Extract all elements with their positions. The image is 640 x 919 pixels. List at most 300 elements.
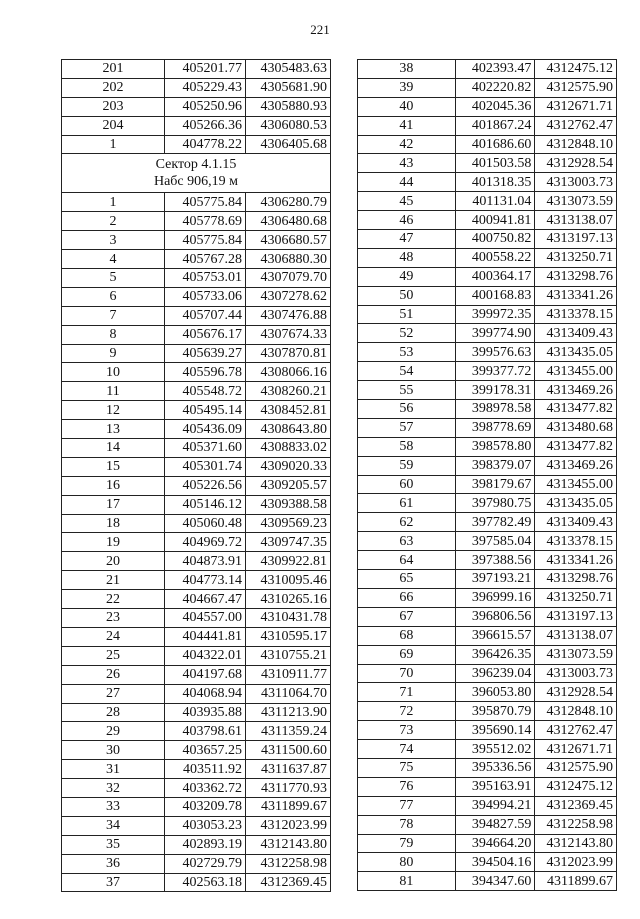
- point-number-cell: 19: [62, 533, 165, 552]
- table-row: [62, 325, 331, 344]
- x-coordinate-cell: 404773.14: [165, 571, 246, 590]
- x-coordinate-cell: 405707.44: [165, 306, 246, 325]
- y-coordinate-cell: 4312928.54: [535, 154, 617, 173]
- table-row: [62, 835, 331, 854]
- table-row: [62, 571, 331, 590]
- y-coordinate-cell: 4311500.60: [246, 741, 331, 760]
- point-number-cell: 50: [358, 286, 456, 305]
- y-coordinate-cell: 4313477.82: [535, 437, 617, 456]
- x-coordinate-cell: 396615.57: [455, 626, 535, 645]
- point-number-cell: 81: [358, 872, 456, 891]
- table-row: [62, 212, 331, 231]
- table-row: [62, 287, 331, 306]
- x-coordinate-cell: 402729.79: [165, 854, 246, 873]
- x-coordinate-cell: 395870.79: [455, 702, 535, 721]
- coordinates-table-right: [357, 59, 617, 891]
- point-number-cell: 57: [358, 418, 456, 437]
- table-row: [358, 740, 617, 759]
- table-row: [62, 552, 331, 571]
- point-number-cell: 25: [62, 646, 165, 665]
- y-coordinate-cell: 4313341.26: [535, 286, 617, 305]
- y-coordinate-cell: 4311637.87: [246, 760, 331, 779]
- y-coordinate-cell: 4308260.21: [246, 382, 331, 401]
- y-coordinate-cell: 4312848.10: [535, 135, 617, 154]
- x-coordinate-cell: 399972.35: [455, 305, 535, 324]
- x-coordinate-cell: 397980.75: [455, 494, 535, 513]
- table-row: [62, 439, 331, 458]
- table-row: [62, 609, 331, 628]
- y-coordinate-cell: 4313378.15: [535, 532, 617, 551]
- table-row: [358, 758, 617, 777]
- x-coordinate-cell: 405676.17: [165, 325, 246, 344]
- y-coordinate-cell: 4313003.73: [535, 173, 617, 192]
- table-row: [358, 570, 617, 589]
- table-row: [358, 343, 617, 362]
- point-number-cell: 44: [358, 173, 456, 192]
- table-row: [62, 116, 331, 135]
- x-coordinate-cell: 405301.74: [165, 457, 246, 476]
- point-number-cell: 43: [358, 154, 456, 173]
- point-number-cell: 56: [358, 400, 456, 419]
- table-row: [358, 78, 617, 97]
- y-coordinate-cell: 4313480.68: [535, 418, 617, 437]
- table-row: [62, 816, 331, 835]
- x-coordinate-cell: 401318.35: [455, 173, 535, 192]
- point-number-cell: 17: [62, 495, 165, 514]
- x-coordinate-cell: 404778.22: [165, 135, 246, 154]
- point-number-cell: 72: [358, 702, 456, 721]
- x-coordinate-cell: 401686.60: [455, 135, 535, 154]
- y-coordinate-cell: 4305880.93: [246, 97, 331, 116]
- table-row: [62, 514, 331, 533]
- table-row: [62, 722, 331, 741]
- point-number-cell: 36: [62, 854, 165, 873]
- table-row: [62, 779, 331, 798]
- table-row: [358, 588, 617, 607]
- point-number-cell: 20: [62, 552, 165, 571]
- section-title: Сектор 4.1.15: [155, 157, 237, 173]
- y-coordinate-cell: 4313073.59: [535, 192, 617, 211]
- point-number-cell: 71: [358, 683, 456, 702]
- point-number-cell: 18: [62, 514, 165, 533]
- x-coordinate-cell: 405226.56: [165, 476, 246, 495]
- table-row: [358, 400, 617, 419]
- section-header: [62, 154, 331, 193]
- y-coordinate-cell: 4310755.21: [246, 646, 331, 665]
- x-coordinate-cell: 401867.24: [455, 116, 535, 135]
- point-number-cell: 203: [62, 97, 165, 116]
- y-coordinate-cell: 4309388.58: [246, 495, 331, 514]
- y-coordinate-cell: 4313250.71: [535, 588, 617, 607]
- table-row: [358, 683, 617, 702]
- point-number-cell: 74: [358, 740, 456, 759]
- x-coordinate-cell: 402563.18: [165, 873, 246, 892]
- y-coordinate-cell: 4310095.46: [246, 571, 331, 590]
- table-row: [62, 873, 331, 892]
- x-coordinate-cell: 398578.80: [455, 437, 535, 456]
- x-coordinate-cell: 396806.56: [455, 607, 535, 626]
- y-coordinate-cell: 4311770.93: [246, 779, 331, 798]
- table-row: [358, 494, 617, 513]
- table-row: [62, 684, 331, 703]
- point-number-cell: 6: [62, 287, 165, 306]
- y-coordinate-cell: 4311899.67: [535, 872, 617, 891]
- table-row: [62, 250, 331, 269]
- x-coordinate-cell: 394827.59: [455, 815, 535, 834]
- point-number-cell: 52: [358, 324, 456, 343]
- point-number-cell: 30: [62, 741, 165, 760]
- page-number: 221: [310, 22, 330, 37]
- point-number-cell: 41: [358, 116, 456, 135]
- table-row: [358, 211, 617, 230]
- point-number-cell: 13: [62, 420, 165, 439]
- table-row: [358, 97, 617, 116]
- table-row: [358, 513, 617, 532]
- x-coordinate-cell: 396239.04: [455, 664, 535, 683]
- x-coordinate-cell: 405201.77: [165, 60, 246, 79]
- x-coordinate-cell: 403657.25: [165, 741, 246, 760]
- y-coordinate-cell: 4308452.81: [246, 401, 331, 420]
- table-row: [62, 590, 331, 609]
- table-row: [62, 495, 331, 514]
- x-coordinate-cell: 402393.47: [455, 60, 535, 79]
- y-coordinate-cell: 4308066.16: [246, 363, 331, 382]
- y-coordinate-cell: 4310911.77: [246, 665, 331, 684]
- x-coordinate-cell: 404873.91: [165, 552, 246, 571]
- point-number-cell: 10: [62, 363, 165, 382]
- coordinates-table-left: [61, 59, 331, 892]
- y-coordinate-cell: 4313298.76: [535, 570, 617, 589]
- y-coordinate-cell: 4306480.68: [246, 212, 331, 231]
- point-number-cell: 1: [62, 135, 165, 154]
- table-row: [62, 457, 331, 476]
- x-coordinate-cell: 396999.16: [455, 588, 535, 607]
- point-number-cell: 51: [358, 305, 456, 324]
- y-coordinate-cell: 4310595.17: [246, 627, 331, 646]
- point-number-cell: 38: [358, 60, 456, 79]
- y-coordinate-cell: 4308643.80: [246, 420, 331, 439]
- x-coordinate-cell: 394347.60: [455, 872, 535, 891]
- x-coordinate-cell: 399576.63: [455, 343, 535, 362]
- y-coordinate-cell: 4312475.12: [535, 777, 617, 796]
- x-coordinate-cell: 405436.09: [165, 420, 246, 439]
- point-number-cell: 45: [358, 192, 456, 211]
- table-row: [62, 78, 331, 97]
- x-coordinate-cell: 405775.84: [165, 193, 246, 212]
- table-row: [62, 344, 331, 363]
- x-coordinate-cell: 395512.02: [455, 740, 535, 759]
- x-coordinate-cell: 394504.16: [455, 853, 535, 872]
- y-coordinate-cell: 4313250.71: [535, 248, 617, 267]
- x-coordinate-cell: 394994.21: [455, 796, 535, 815]
- y-coordinate-cell: 4307870.81: [246, 344, 331, 363]
- section-header-row: [62, 154, 331, 193]
- point-number-cell: 37: [62, 873, 165, 892]
- x-coordinate-cell: 405371.60: [165, 439, 246, 458]
- x-coordinate-cell: 405060.48: [165, 514, 246, 533]
- table-row: [62, 401, 331, 420]
- point-number-cell: 28: [62, 703, 165, 722]
- y-coordinate-cell: 4306680.57: [246, 231, 331, 250]
- table-row: [358, 815, 617, 834]
- x-coordinate-cell: 404557.00: [165, 609, 246, 628]
- x-coordinate-cell: 397782.49: [455, 513, 535, 532]
- table-row: [62, 703, 331, 722]
- table-row: [358, 853, 617, 872]
- y-coordinate-cell: 4313409.43: [535, 513, 617, 532]
- table-row: [62, 741, 331, 760]
- table-row: [358, 777, 617, 796]
- point-number-cell: 40: [358, 97, 456, 116]
- table-row: [62, 382, 331, 401]
- x-coordinate-cell: 402220.82: [455, 78, 535, 97]
- x-coordinate-cell: 405250.96: [165, 97, 246, 116]
- x-coordinate-cell: 401131.04: [455, 192, 535, 211]
- table-row: [358, 702, 617, 721]
- table-row: [358, 551, 617, 570]
- x-coordinate-cell: 405753.01: [165, 269, 246, 288]
- point-number-cell: 24: [62, 627, 165, 646]
- y-coordinate-cell: 4310265.16: [246, 590, 331, 609]
- point-number-cell: 32: [62, 779, 165, 798]
- x-coordinate-cell: 405778.69: [165, 212, 246, 231]
- table-row: [62, 193, 331, 212]
- y-coordinate-cell: 4313197.13: [535, 607, 617, 626]
- table-row: [358, 872, 617, 891]
- table-row: [358, 116, 617, 135]
- table-row: [358, 437, 617, 456]
- table-row: [358, 645, 617, 664]
- point-number-cell: 53: [358, 343, 456, 362]
- y-coordinate-cell: 4306405.68: [246, 135, 331, 154]
- x-coordinate-cell: 395690.14: [455, 721, 535, 740]
- x-coordinate-cell: 403798.61: [165, 722, 246, 741]
- y-coordinate-cell: 4313138.07: [535, 626, 617, 645]
- y-coordinate-cell: 4313073.59: [535, 645, 617, 664]
- x-coordinate-cell: 404441.81: [165, 627, 246, 646]
- x-coordinate-cell: 404322.01: [165, 646, 246, 665]
- y-coordinate-cell: 4309569.23: [246, 514, 331, 533]
- point-number-cell: 5: [62, 269, 165, 288]
- point-number-cell: 49: [358, 267, 456, 286]
- x-coordinate-cell: 400941.81: [455, 211, 535, 230]
- y-coordinate-cell: 4311064.70: [246, 684, 331, 703]
- x-coordinate-cell: 405495.14: [165, 401, 246, 420]
- point-number-cell: 80: [358, 853, 456, 872]
- point-number-cell: 2: [62, 212, 165, 231]
- y-coordinate-cell: 4313298.76: [535, 267, 617, 286]
- x-coordinate-cell: 401503.58: [455, 154, 535, 173]
- y-coordinate-cell: 4313138.07: [535, 211, 617, 230]
- y-coordinate-cell: 4312143.80: [535, 834, 617, 853]
- table-row: [62, 97, 331, 116]
- y-coordinate-cell: 4313477.82: [535, 400, 617, 419]
- x-coordinate-cell: 400558.22: [455, 248, 535, 267]
- y-coordinate-cell: 4312258.98: [246, 854, 331, 873]
- table-row: [358, 192, 617, 211]
- point-number-cell: 201: [62, 60, 165, 79]
- y-coordinate-cell: 4312575.90: [535, 78, 617, 97]
- table-row: [358, 664, 617, 683]
- point-number-cell: 62: [358, 513, 456, 532]
- point-number-cell: 29: [62, 722, 165, 741]
- y-coordinate-cell: 4313003.73: [535, 664, 617, 683]
- y-coordinate-cell: 4312575.90: [535, 758, 617, 777]
- x-coordinate-cell: 399178.31: [455, 381, 535, 400]
- table-row: [62, 476, 331, 495]
- point-number-cell: 23: [62, 609, 165, 628]
- point-number-cell: 75: [358, 758, 456, 777]
- point-number-cell: 35: [62, 835, 165, 854]
- table-row: [358, 135, 617, 154]
- table-row: [358, 796, 617, 815]
- x-coordinate-cell: 398379.07: [455, 456, 535, 475]
- point-number-cell: 22: [62, 590, 165, 609]
- point-number-cell: 34: [62, 816, 165, 835]
- y-coordinate-cell: 4309922.81: [246, 552, 331, 571]
- x-coordinate-cell: 402045.36: [455, 97, 535, 116]
- table-row: [358, 324, 617, 343]
- x-coordinate-cell: 399377.72: [455, 362, 535, 381]
- point-number-cell: 58: [358, 437, 456, 456]
- x-coordinate-cell: 404667.47: [165, 590, 246, 609]
- point-number-cell: 26: [62, 665, 165, 684]
- y-coordinate-cell: 4313378.15: [535, 305, 617, 324]
- table-row: [358, 154, 617, 173]
- point-number-cell: 67: [358, 607, 456, 626]
- point-number-cell: 65: [358, 570, 456, 589]
- y-coordinate-cell: 4310431.78: [246, 609, 331, 628]
- table-row: [62, 760, 331, 779]
- table-row: [62, 231, 331, 250]
- table-row: [358, 60, 617, 79]
- point-number-cell: 8: [62, 325, 165, 344]
- table-row: [62, 627, 331, 646]
- x-coordinate-cell: 396426.35: [455, 645, 535, 664]
- x-coordinate-cell: 404068.94: [165, 684, 246, 703]
- table-row: [358, 834, 617, 853]
- table-row: [358, 248, 617, 267]
- y-coordinate-cell: 4311359.24: [246, 722, 331, 741]
- point-number-cell: 9: [62, 344, 165, 363]
- y-coordinate-cell: 4311899.67: [246, 797, 331, 816]
- x-coordinate-cell: 398179.67: [455, 475, 535, 494]
- y-coordinate-cell: 4312928.54: [535, 683, 617, 702]
- point-number-cell: 33: [62, 797, 165, 816]
- y-coordinate-cell: 4313435.05: [535, 343, 617, 362]
- point-number-cell: 59: [358, 456, 456, 475]
- y-coordinate-cell: 4312258.98: [535, 815, 617, 834]
- x-coordinate-cell: 404969.72: [165, 533, 246, 552]
- y-coordinate-cell: 4312023.99: [535, 853, 617, 872]
- table-row: [358, 475, 617, 494]
- table-row: [358, 607, 617, 626]
- table-row: [62, 306, 331, 325]
- table-row: [358, 532, 617, 551]
- table-row: [358, 286, 617, 305]
- table-row: [62, 269, 331, 288]
- x-coordinate-cell: 396053.80: [455, 683, 535, 702]
- x-coordinate-cell: 398978.58: [455, 400, 535, 419]
- y-coordinate-cell: 4307278.62: [246, 287, 331, 306]
- x-coordinate-cell: 405596.78: [165, 363, 246, 382]
- point-number-cell: 48: [358, 248, 456, 267]
- y-coordinate-cell: 4312671.71: [535, 97, 617, 116]
- point-number-cell: 69: [358, 645, 456, 664]
- point-number-cell: 204: [62, 116, 165, 135]
- y-coordinate-cell: 4312475.12: [535, 60, 617, 79]
- point-number-cell: 78: [358, 815, 456, 834]
- x-coordinate-cell: 404197.68: [165, 665, 246, 684]
- table-row: [62, 854, 331, 873]
- point-number-cell: 47: [358, 230, 456, 249]
- y-coordinate-cell: 4305681.90: [246, 78, 331, 97]
- point-number-cell: 12: [62, 401, 165, 420]
- y-coordinate-cell: 4313455.00: [535, 475, 617, 494]
- x-coordinate-cell: 398778.69: [455, 418, 535, 437]
- x-coordinate-cell: 405146.12: [165, 495, 246, 514]
- x-coordinate-cell: 405733.06: [165, 287, 246, 306]
- y-coordinate-cell: 4305483.63: [246, 60, 331, 79]
- point-number-cell: 73: [358, 721, 456, 740]
- y-coordinate-cell: 4313469.26: [535, 381, 617, 400]
- y-coordinate-cell: 4313435.05: [535, 494, 617, 513]
- table-row: [358, 362, 617, 381]
- table-row: [358, 173, 617, 192]
- table-row: [358, 267, 617, 286]
- y-coordinate-cell: 4313469.26: [535, 456, 617, 475]
- point-number-cell: 39: [358, 78, 456, 97]
- x-coordinate-cell: 400364.17: [455, 267, 535, 286]
- table-row: [358, 721, 617, 740]
- y-coordinate-cell: 4312848.10: [535, 702, 617, 721]
- table-row: [358, 626, 617, 645]
- x-coordinate-cell: 405767.28: [165, 250, 246, 269]
- point-number-cell: 3: [62, 231, 165, 250]
- y-coordinate-cell: 4307476.88: [246, 306, 331, 325]
- table-row: [358, 418, 617, 437]
- x-coordinate-cell: 403511.92: [165, 760, 246, 779]
- table-row: [62, 60, 331, 79]
- point-number-cell: 16: [62, 476, 165, 495]
- table-row: [62, 646, 331, 665]
- y-coordinate-cell: 4307079.70: [246, 269, 331, 288]
- point-number-cell: 1: [62, 193, 165, 212]
- y-coordinate-cell: 4312023.99: [246, 816, 331, 835]
- y-coordinate-cell: 4313197.13: [535, 230, 617, 249]
- y-coordinate-cell: 4313455.00: [535, 362, 617, 381]
- y-coordinate-cell: 4307674.33: [246, 325, 331, 344]
- point-number-cell: 21: [62, 571, 165, 590]
- point-number-cell: 7: [62, 306, 165, 325]
- y-coordinate-cell: 4313409.43: [535, 324, 617, 343]
- point-number-cell: 63: [358, 532, 456, 551]
- x-coordinate-cell: 397193.21: [455, 570, 535, 589]
- point-number-cell: 31: [62, 760, 165, 779]
- x-coordinate-cell: 403362.72: [165, 779, 246, 798]
- y-coordinate-cell: 4312143.80: [246, 835, 331, 854]
- point-number-cell: 202: [62, 78, 165, 97]
- x-coordinate-cell: 405229.43: [165, 78, 246, 97]
- point-number-cell: 70: [358, 664, 456, 683]
- y-coordinate-cell: 4312671.71: [535, 740, 617, 759]
- table-row: [62, 797, 331, 816]
- x-coordinate-cell: 402893.19: [165, 835, 246, 854]
- y-coordinate-cell: 4306080.53: [246, 116, 331, 135]
- point-number-cell: 68: [358, 626, 456, 645]
- y-coordinate-cell: 4309747.35: [246, 533, 331, 552]
- y-coordinate-cell: 4309205.57: [246, 476, 331, 495]
